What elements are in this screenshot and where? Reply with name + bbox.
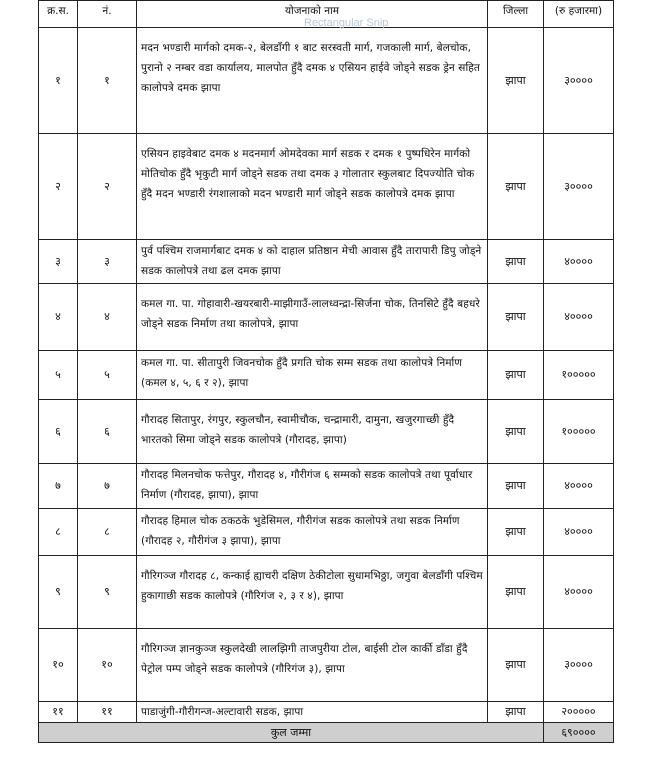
project-name-cell: पाडाजुंगी-गौरीगन्ज-अल्टावारी सडक, झापा	[137, 702, 488, 723]
project-name-cell: पुर्व पश्चिम राजमार्गबाट दमक ४ को दाहाल प्रतिष्ठान मेची आवास हुँदै तारापारी डिपु जोड्ने सडक कालोपत्रे तथा ढल दमक झापा	[137, 240, 488, 284]
number-cell: ४	[78, 284, 137, 351]
amount-cell: ३००००	[544, 629, 614, 702]
number-cell: ११	[78, 702, 137, 723]
table-row	[39, 464, 614, 509]
table-row	[39, 134, 614, 240]
district-cell: झापा	[488, 284, 544, 351]
amount-cell: ३००००	[544, 134, 614, 240]
number-cell: २	[78, 134, 137, 240]
amount-cell: ४००००	[544, 556, 614, 629]
serial-cell: १०	[39, 629, 78, 702]
header-number: नं.	[78, 1, 137, 28]
header-amount: (रु हजारमा)	[544, 1, 614, 28]
district-cell: झापा	[488, 464, 544, 509]
number-cell: ५	[78, 351, 137, 400]
amount-cell: २०००००	[544, 702, 614, 723]
table-row	[39, 28, 614, 134]
amount-cell: ४००००	[544, 464, 614, 509]
total-row	[39, 723, 614, 743]
project-name-cell: गौरादह सितापुर, रंगपुर, स्कुलचौन, स्वामीचौक, चन्द्रामारी, दामुना, खजुरगाच्छी हुँदै भारतको सिमा जोड्ने सडक कालोपत्रे (गौरादह, झापा)	[137, 400, 488, 464]
serial-cell: १	[39, 28, 78, 134]
table-row	[39, 556, 614, 629]
header-serial: क्र.स.	[39, 1, 78, 28]
table-row	[39, 629, 614, 702]
header-district: जिल्ला	[488, 1, 544, 28]
amount-cell: ३००००	[544, 28, 614, 134]
serial-cell: ८	[39, 509, 78, 556]
total-amount: ६९००००	[544, 723, 614, 743]
project-name-cell: कमल गा. पा. सीतापुरी जिवनचोक हुँदै प्रगति चोक सम्म सडक तथा कालोपत्रे निर्माण (कमल ४, ५, ६ र २), झापा	[137, 351, 488, 400]
table-row	[39, 702, 614, 723]
number-cell: ८	[78, 509, 137, 556]
total-label: कुल जम्मा	[39, 723, 544, 743]
serial-cell: ४	[39, 284, 78, 351]
snip-overlay-label: Rectangular Snip	[304, 17, 389, 29]
project-name-cell: गौरिगञ्ज गौरादह ८, कन्काई ह्याचरी दक्षिण ठेकीटोला सुधामभिठ्ठा, जगुवा बेलडाँगी पश्चिम हुकागाछी सडक कालोपत्रे (गौरिगंज २, ३ र ४), झापा	[137, 556, 488, 629]
serial-cell: ११	[39, 702, 78, 723]
serial-cell: ७	[39, 464, 78, 509]
table-row	[39, 240, 614, 284]
header-project-name: योजनाको नाम	[137, 1, 488, 28]
amount-cell: १०००००	[544, 400, 614, 464]
district-cell: झापा	[488, 134, 544, 240]
district-cell: झापा	[488, 509, 544, 556]
number-cell: १०	[78, 629, 137, 702]
serial-cell: ६	[39, 400, 78, 464]
amount-cell: ४००००	[544, 240, 614, 284]
table-row	[39, 284, 614, 351]
amount-cell: ४००००	[544, 509, 614, 556]
district-cell: झापा	[488, 28, 544, 134]
table-row	[39, 400, 614, 464]
amount-cell: १०००००	[544, 351, 614, 400]
project-name-cell: एसियन हाइवेबाट दमक ४ मदनमार्ग ओमदेवका मार्ग सडक र दमक १ पुष्पधिरेन मार्गको मोतिचोक हुँदै भृकुटी मार्ग जोड्ने सडक तथा दमक ३ गोलातार स्कुलबाट दिपज्योति चोक हुँदै मदन भण्डारी रंगशालाको मदन भण्डारी मार्ग जोड्ने सडक कालोपत्रे दमक झापा	[137, 134, 488, 240]
serial-cell: ५	[39, 351, 78, 400]
serial-cell: ३	[39, 240, 78, 284]
number-cell: ९	[78, 556, 137, 629]
district-cell: झापा	[488, 351, 544, 400]
number-cell: ३	[78, 240, 137, 284]
district-cell: झापा	[488, 556, 544, 629]
serial-cell: ९	[39, 556, 78, 629]
number-cell: ६	[78, 400, 137, 464]
projects-table	[38, 0, 614, 743]
district-cell: झापा	[488, 400, 544, 464]
serial-cell: २	[39, 134, 78, 240]
district-cell: झापा	[488, 240, 544, 284]
district-cell: झापा	[488, 702, 544, 723]
table-row	[39, 509, 614, 556]
project-name-cell: गौरादह मिलनचोक फत्तेपुर, गौरादह ४, गौरीगंज ६ सम्मको सडक कालोपत्रे तथा पूर्वाधार निर्माण (गौरादह, झापा), झापा	[137, 464, 488, 509]
amount-cell: ४००००	[544, 284, 614, 351]
project-name-cell: गौरिगञ्ज ज्ञानकुञ्ज स्कुलदेखी लालझिगी ताजपुरीया टोल, बाईसी टोल कार्की डाँडा हुँदै पेट्रोल पम्प जोड्ने सडक कालोपत्रे (गौरिगंज ३), झापा	[137, 629, 488, 702]
district-cell: झापा	[488, 629, 544, 702]
project-name-cell: मदन भण्डारी मार्गको दमक-२, बेलडाँगी १ बाट सरस्वती मार्ग, गजकाली मार्ग, बेलचोक, पुरानो २ नम्बर वडा कार्यालय, मालपोत हुँदै दमक ४ एसियन हाईवे जोड्ने सडक ड्रेन सहित कालोपत्रे दमक झापा	[137, 28, 488, 134]
project-name-cell: कमल गा. पा. गोहावारी-खयरबारी-माझीगाउँ-लालध्वन्द्रा-सिर्जना चोक, तिनसिटे हुँदै बहधरे जोड्ने सडक निर्माण तथा कालोपत्रे, झापा	[137, 284, 488, 351]
table-row	[39, 351, 614, 400]
number-cell: १	[78, 28, 137, 134]
number-cell: ७	[78, 464, 137, 509]
project-name-cell: गौरादह हिमाल चोक ठकठके भुडेसिमल, गौरीगंज सडक कालोपत्रे तथा सडक निर्माण (गौरादह २, गौरीगंज ३ झापा), झापा	[137, 509, 488, 556]
